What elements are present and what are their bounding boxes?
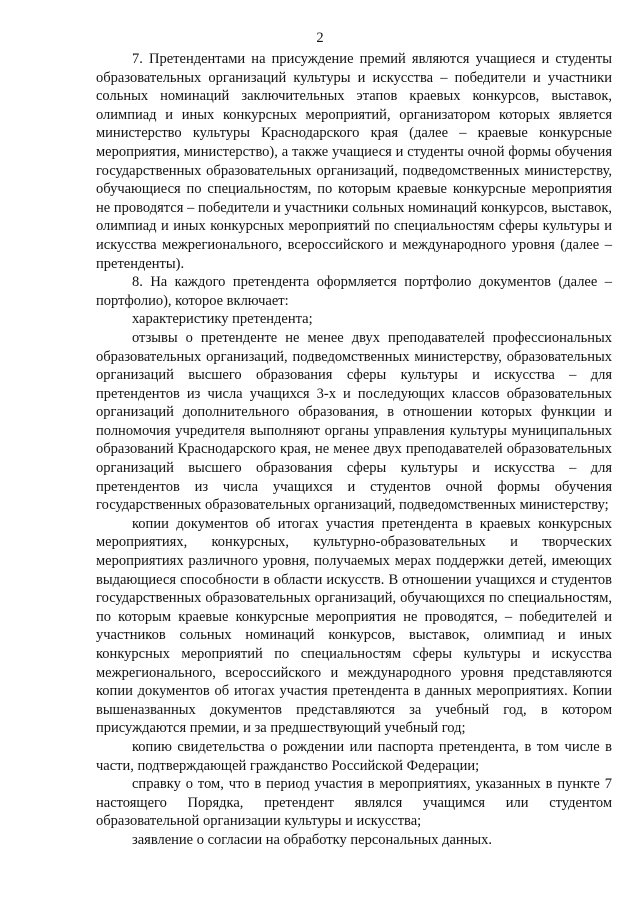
list-item-study-certificate: справку о том, что в период участия в мероприятиях, указанных в пункте 7 настоящего Порядка, претендент являлся учащимся или студентом образовательной организации культуры и искусства; [96, 776, 612, 830]
page-number: 2 [316, 30, 324, 46]
document-body [96, 50, 612, 850]
list-item-identity-document: копию свидетельства о рождении или паспорта претендента, в том числе в части, подтверждающей гражданство Российской Федерации; [96, 738, 612, 774]
list-item-characteristic: характеристику претендента; [132, 311, 313, 328]
list-item-data-consent: заявление о согласии на обработку персональных данных. [132, 831, 493, 848]
list-item-results-copies: копии документов об итогах участия претендента в краевых конкурсных мероприятиях, конкурсных, культурно-образовательных и творческих мероприятиях различного уровня, получаемых мерах поддержки детей, имеющих выдающиеся способности в области искусств. В отношении учащихся и студентов государственных образовательных организаций, обучающихся по специальностям, по которым краевые конкурсные мероприятия не проводятся, – победителей и участников сольных номинаций конкурсов, выставок, олимпиад и иных конкурсных мероприятий по специальностям сферы культуры и искусства межрегионального, всероссийского и международного уровня представляются копии документов об итогах участия претендента в данных мероприятиях. Копии вышеназванных документов представляются за учебный год, в котором присуждаются премии, и за предшествующий учебный год; [96, 515, 612, 737]
paragraph-item-8: 8. На каждого претендента оформляется портфолио документов (далее – портфолио), которое включает: [96, 274, 612, 309]
list-item-reviews: отзывы о претенденте не менее двух преподавателей профессиональных образовательных организаций, подведомственных министерству, образовательных организаций высшего образования сферы культуры и искусства – для претендентов из числа учащихся 3-х и последующих классов образовательных организаций дополнительного образования, в отношении которых функции и полномочия учредителя выполняют органы управления культуры муниципальных образований Краснодарского края, не менее двух преподавателей образовательных организаций высшего образования сферы культуры и искусства – для претендентов из числа учащихся и студентов очной формы обучения государственных образовательных организаций, подведомственных министерству; [96, 329, 612, 514]
paragraph-item-7: 7. Претендентами на присуждение премий являются учащиеся и студенты образовательных организаций культуры и искусства – победители и участники сольных номинаций заключительных этапов краевых конкурсов, выставок, олимпиад и иных конкурсных мероприятий, организатором которых является министерство культуры Краснодарского края (далее – краевые конкурсные мероприятия, министерство), а также учащиеся и студенты очной формы обучения государственных образовательных организаций, подведомственных министерству, обучающиеся по специальностям, по которым краевые конкурсные мероприятия не проводятся – победители и участники сольных номинаций конкурсов, выставок, олимпиад и иных конкурсных мероприятий по специальностям сферы культуры и искусства межрегионального, всероссийского и международного уровня (далее – претенденты). [96, 51, 612, 272]
